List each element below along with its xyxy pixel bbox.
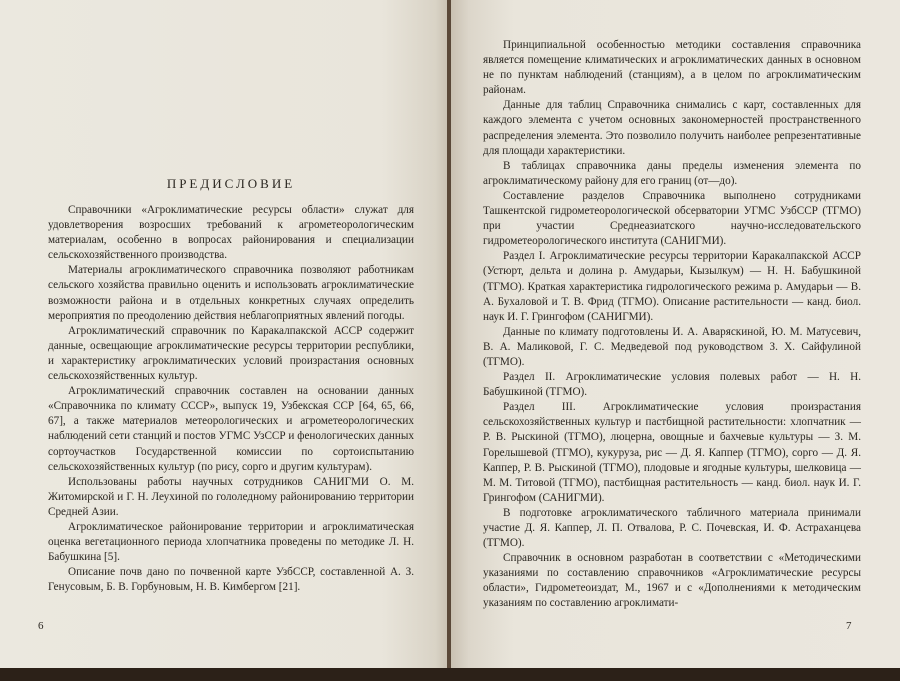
- right-page: [451, 0, 900, 668]
- paragraph: Раздел II. Агроклиматические условия полевых работ — Н. Н. Бабушкиной (ТГМО).: [483, 371, 861, 399]
- left-page-text: [48, 203, 414, 595]
- paragraph: В таблицах справочника даны пределы изменения элемента по агроклиматическому району для его границ (от—до).: [483, 159, 861, 187]
- paragraph: Составление разделов Справочника выполнено сотрудниками Ташкентской гидрометеорологической обсерватории УГМС УзбССР (ТГМО) при участии Среднеазиатского научно-исследовательского гидрометеорологического института (САНИГМИ).: [483, 189, 861, 248]
- paragraph: Описание почв дано по почвенной карте УзбССР, составленной А. З. Генусовым, Б. В. Горбуновым, Н. В. Кимбергом [21].: [48, 566, 414, 594]
- paragraph: Агроклиматическое районирование территории и агроклиматическая оценка вегетационного периода хлопчатника проведены по методике Л. Н. Бабушкина [5].: [48, 520, 414, 564]
- paragraph: Данные по климату подготовлены И. А. Аваряскиной, Ю. М. Матусевич, В. А. Маликовой, Г. С. Медведевой под руководством З. Х. Сайфулиной (ТГМО).: [483, 325, 861, 368]
- paragraph: Справочники «Агроклиматические ресурсы области» служат для удовлетворения возросших требований к агрометеорологическим материалам, особенно в вопросах районирования и специализации сельскохозяйственного производства.: [48, 204, 414, 262]
- paragraph: Использованы работы научных сотрудников САНИГМИ О. М. Житомирской и Г. Н. Леухиной по гололедному районированию территории Средней Азии.: [48, 475, 414, 518]
- right-page-text: [483, 38, 861, 612]
- page-number: 6: [38, 620, 44, 632]
- paragraph: Данные для таблиц Справочника снимались с карт, составленных для каждого элемента с учетом основных закономерностей пространственного распределения элемента. Это позволило получить наиболее репрезентативные для площади характеристики.: [483, 99, 861, 157]
- paragraph: Материалы агроклиматического справочника позволяют работникам сельского хозяйства правильно оценить и использовать агроклиматические возможности района и в отдельных конкретных случаях определить мероприятия по преодолению действия неблагоприятных явлений погоды.: [48, 264, 414, 322]
- paragraph: Агроклиматический справочник составлен на основании данных «Справочника по климату СССР», выпуск 19, Узбекская ССР [64, 65, 66, 67], а также материалов метеорологических и агрометеорологических наблюдений сети станций и постов УГМС УзССР и фенологических данных сортоучастков Государственной комиссии по сортоиспытанию сельскохозяйственных культур (по рису, сорго и другим культурам).: [48, 385, 414, 473]
- page-heading: ПРЕДИСЛОВИЕ: [166, 176, 296, 191]
- paragraph: Раздел I. Агроклиматические ресурсы территории Каракалпакской АССР (Устюрт, дельта и долина р. Амударьи, Кызылкум) — Н. Н. Бабушкиной (ТГМО). Краткая характеристика гидрологического режима р. Амударьи — В. А. Бухаловой и Т. В. Фрид (ТГМО). Описание растительности — канд. биол. наук И. Г. Грингофом (САНИГМИ).: [483, 250, 861, 323]
- paragraph: Принципиальной особенностью методики составления справочника является помещение климатических и агроклиматических данных в основном не по пунктам наблюдений (станциям), а в целом по агроклиматическим районам.: [483, 39, 861, 97]
- scan-border: [0, 668, 900, 681]
- paragraph: Агроклиматический справочник по Каракалпакской АССР содержит данные, освещающие агроклиматические ресурсы территории республики, и характеристику агроклиматических условий произрастания основных сельскохозяйственных культур.: [48, 324, 414, 383]
- paragraph: Справочник в основном разработан в соответствии с «Методическими указаниями по составлению справочников «Агроклиматические ресурсы области», Гидрометеоиздат, М., 1967 и с «Дополнениями к методическим указаниям по составлению агроклимати-: [483, 552, 861, 610]
- left-page: [0, 0, 449, 668]
- paragraph: В подготовке агроклиматического табличного материала принимали участие Д. Я. Каппер, Л. П. Отвалова, Р. С. Почевская, И. Ф. Астраханцева (ТГМО).: [483, 506, 861, 550]
- paragraph: Раздел III. Агроклиматические условия произрастания сельскохозяйственных культур и пастбищной растительности: хлопчатник — Р. В. Рыскиной (ТГМО), люцерна, овощные и бахчевые культуры — З. М. Горелышевой (ТГМО), кукуруза, рис — Д. Я. Каппер (ТГМО), сорго — Д. Я. Каппер, Р. В. Рыскиной (ТГМО), плодовые и ягодные культуры, шелковица — М. М. Титовой (ТГМО), пастбищная растительность — канд. биол. наук И. Г. Грингофом (САНИГМИ).: [483, 401, 861, 504]
- page-number: 7: [846, 620, 852, 632]
